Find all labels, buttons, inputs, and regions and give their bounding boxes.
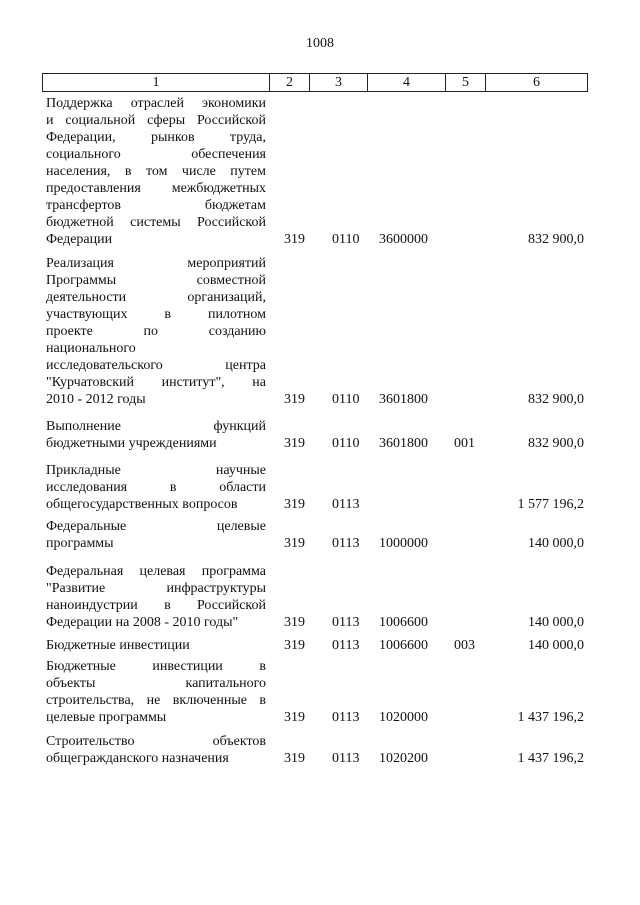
amount-value: 1 437 196,2 bbox=[517, 751, 584, 766]
description-line: программы bbox=[46, 536, 114, 551]
amount-value: 832 900,0 bbox=[528, 436, 584, 451]
header-col-5: 5 bbox=[445, 74, 485, 91]
section-code: 0113 bbox=[332, 497, 360, 512]
description-line: целевые программы bbox=[46, 710, 167, 725]
section-code: 0110 bbox=[332, 392, 360, 407]
amount-value: 1 437 196,2 bbox=[517, 710, 584, 725]
description-line: населения, в том числе путем bbox=[46, 164, 266, 179]
amount-value: 832 900,0 bbox=[528, 232, 584, 247]
header-col-1: 1 bbox=[152, 75, 160, 90]
description-line: наноиндустрии в Российской bbox=[46, 598, 266, 613]
description-line: проекте по созданию bbox=[46, 324, 266, 339]
amount-value: 1 577 196,2 bbox=[517, 497, 584, 512]
ministry-code: 319 bbox=[284, 536, 305, 551]
row-description bbox=[46, 658, 266, 726]
ministry-code: 319 bbox=[284, 232, 305, 247]
header-col-4: 4 bbox=[367, 74, 445, 91]
expense-type-code: 001 bbox=[454, 436, 475, 451]
description-line: "Курчатовский институт", на bbox=[46, 375, 266, 390]
ministry-code: 319 bbox=[284, 497, 305, 512]
description-line: общегосударственных вопросов bbox=[46, 497, 238, 512]
target-article-code: 1020200 bbox=[379, 751, 428, 766]
target-article-code: 3601800 bbox=[379, 392, 428, 407]
row-description bbox=[46, 518, 266, 552]
description-line: Поддержка отраслей экономики bbox=[46, 96, 266, 111]
header-col-2: 2 bbox=[269, 74, 309, 91]
amount-value: 140 000,0 bbox=[528, 638, 584, 653]
section-code: 0110 bbox=[332, 436, 360, 451]
amount-value: 140 000,0 bbox=[528, 536, 584, 551]
description-line: общегражданского назначения bbox=[46, 751, 229, 766]
expense-type-code: 003 bbox=[454, 638, 475, 653]
header-col-6: 6 bbox=[485, 74, 587, 91]
description-line: 2010 - 2012 годы bbox=[46, 392, 146, 407]
ministry-code: 319 bbox=[284, 751, 305, 766]
description-line: национального bbox=[46, 341, 136, 356]
row-description bbox=[46, 95, 266, 248]
amount-value: 140 000,0 bbox=[528, 615, 584, 630]
target-article-code: 1000000 bbox=[379, 536, 428, 551]
description-line: объекты капитального bbox=[46, 676, 266, 691]
section-code: 0110 bbox=[332, 232, 360, 247]
ministry-code: 319 bbox=[284, 436, 305, 451]
description-line: предоставления межбюджетных bbox=[46, 181, 266, 196]
description-line: Бюджетные инвестиции в bbox=[46, 659, 266, 674]
target-article-code: 1006600 bbox=[379, 615, 428, 630]
amount-value: 832 900,0 bbox=[528, 392, 584, 407]
target-article-code: 3601800 bbox=[379, 436, 428, 451]
row-description bbox=[46, 418, 266, 452]
description-line: участвующих в пилотном bbox=[46, 307, 266, 322]
target-article-code: 3600000 bbox=[379, 232, 428, 247]
row-description bbox=[46, 255, 266, 408]
description-line: Бюджетные инвестиции bbox=[46, 638, 190, 653]
description-line: Программы совместной bbox=[46, 273, 266, 288]
target-article-code: 1006600 bbox=[379, 638, 428, 653]
description-line: Федерации, рынков труда, bbox=[46, 130, 266, 145]
section-code: 0113 bbox=[332, 751, 360, 766]
ministry-code: 319 bbox=[284, 710, 305, 725]
description-line: бюджетной системы Российской bbox=[46, 215, 266, 230]
description-line: трансфертов бюджетам bbox=[46, 198, 266, 213]
description-line: Федерации на 2008 - 2010 годы" bbox=[46, 615, 239, 630]
table-header bbox=[42, 73, 588, 92]
section-code: 0113 bbox=[332, 710, 360, 725]
description-line: Строительство объектов bbox=[46, 734, 266, 749]
description-line: Федеральная целевая программа bbox=[46, 564, 266, 579]
description-line: и социальной сферы Российской bbox=[46, 113, 266, 128]
description-line: исследования в области bbox=[46, 480, 266, 495]
ministry-code: 319 bbox=[284, 615, 305, 630]
header-col-3: 3 bbox=[309, 74, 367, 91]
row-description bbox=[46, 462, 266, 513]
ministry-code: 319 bbox=[284, 638, 305, 653]
description-line: деятельности организаций, bbox=[46, 290, 266, 305]
section-code: 0113 bbox=[332, 638, 360, 653]
ministry-code: 319 bbox=[284, 392, 305, 407]
section-code: 0113 bbox=[332, 615, 360, 630]
row-description bbox=[46, 733, 266, 767]
description-line: исследовательского центра bbox=[46, 358, 266, 373]
section-code: 0113 bbox=[332, 536, 360, 551]
description-line: Прикладные научные bbox=[46, 463, 266, 478]
description-line: "Развитие инфраструктуры bbox=[46, 581, 266, 596]
target-article-code: 1020000 bbox=[379, 710, 428, 725]
description-line: строительства, не включенные в bbox=[46, 693, 266, 708]
description-line: Федеральные целевые bbox=[46, 519, 266, 534]
row-description bbox=[46, 563, 266, 631]
description-line: социального обеспечения bbox=[46, 147, 266, 162]
description-line: Выполнение функций bbox=[46, 419, 266, 434]
row-description bbox=[46, 637, 266, 654]
description-line: бюджетными учреждениями bbox=[46, 436, 217, 451]
description-line: Реализация мероприятий bbox=[46, 256, 266, 271]
page-number: 1008 bbox=[306, 36, 334, 51]
description-line: Федерации bbox=[46, 232, 113, 247]
